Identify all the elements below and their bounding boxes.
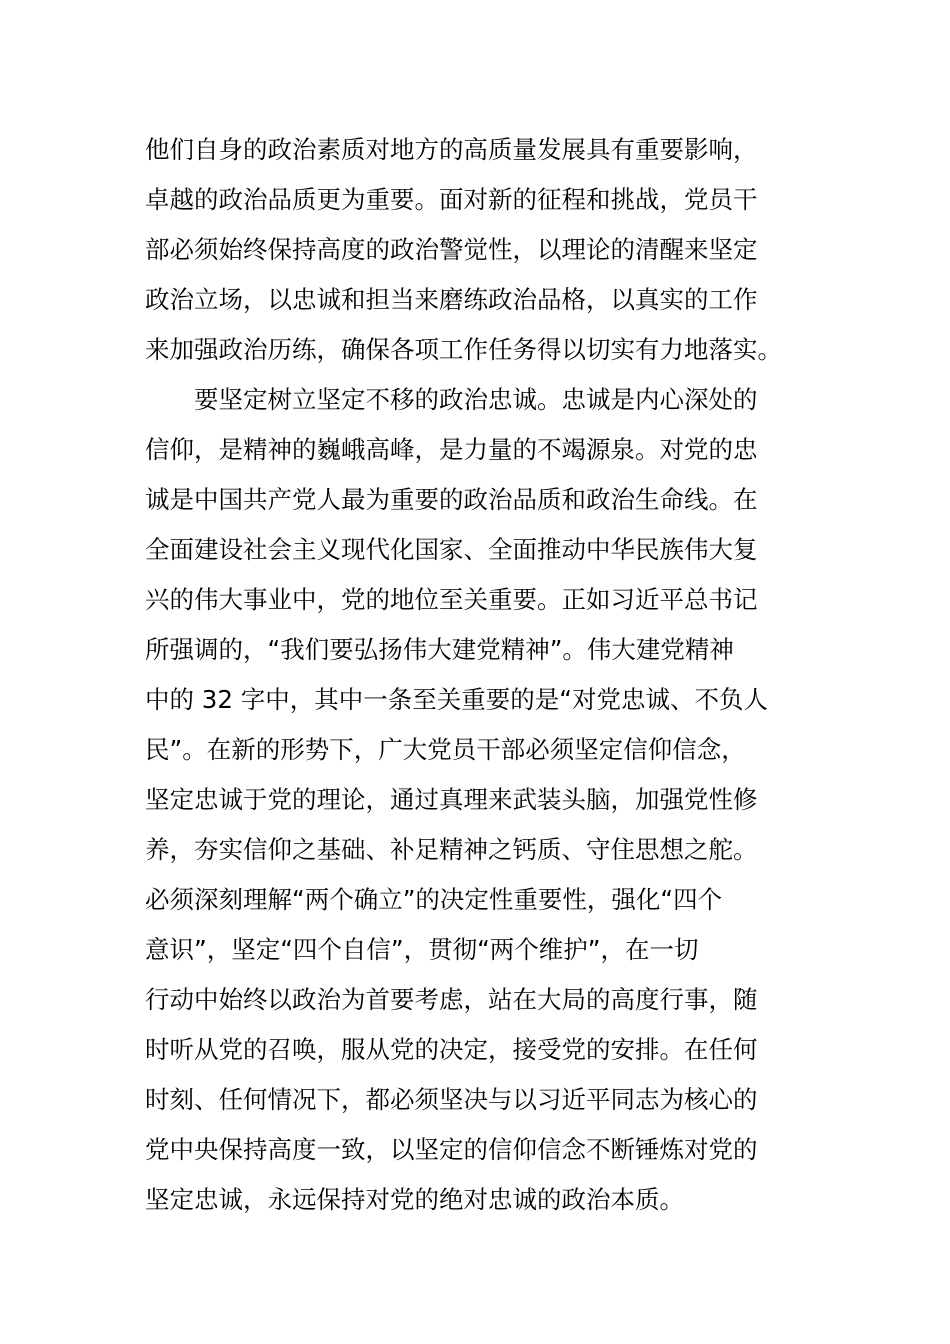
text-line: 政治立场，以忠诚和担当来磨练政治品格，以真实的工作 [145, 285, 758, 314]
text-line: 他们自身的政治素质对地方的高质量发展具有重要影响， [145, 135, 758, 164]
text-line: 党中央保持高度一致，以坚定的信仰信念不断锤炼对党的 [145, 1135, 758, 1164]
text-line: 行动中始终以政治为首要考虑，站在大局的高度行事，随 [145, 985, 758, 1014]
text-line: 必须深刻理解“两个确立”的决定性重要性，强化“四个 [145, 885, 723, 914]
text-line: 信仰，是精神的巍峨高峰，是力量的不竭源泉。对党的忠 [145, 435, 758, 464]
text-line: 中的 32 字中，其中一条至关重要的是“对党忠诚、不负人 [145, 685, 768, 714]
paragraph-first-line: 要坚定树立坚定不移的政治忠诚。忠诚是内心深处的 [194, 385, 758, 414]
text-line: 坚定忠诚，永远保持对党的绝对忠诚的政治本质。 [145, 1185, 684, 1214]
text-line: 时刻、任何情况下，都必须坚决与以习近平同志为核心的 [145, 1085, 758, 1114]
text-line: 时听从党的召唤，服从党的决定，接受党的安排。在任何 [145, 1035, 758, 1064]
text-line: 全面建设社会主义现代化国家、全面推动中华民族伟大复 [145, 535, 758, 564]
text-line: 养，夯实信仰之基础、补足精神之钙质、守住思想之舵。 [145, 835, 758, 864]
text-line: 坚定忠诚于党的理论，通过真理来武装头脑，加强党性修 [145, 785, 758, 814]
text-line: 来加强政治历练，确保各项工作任务得以切实有力地落实。 [145, 335, 782, 364]
text-line: 兴的伟大事业中，党的地位至关重要。正如习近平总书记 [145, 585, 758, 614]
body-text [145, 125, 810, 1225]
text-line: 部必须始终保持高度的政治警觉性，以理论的清醒来坚定 [145, 235, 758, 264]
text-line: 诚是中国共产党人最为重要的政治品质和政治生命线。在 [145, 485, 758, 514]
text-line: 所强调的，“我们要弘扬伟大建党精神”。伟大建党精神 [145, 635, 734, 664]
text-line: 卓越的政治品质更为重要。面对新的征程和挑战，党员干 [145, 185, 758, 214]
text-line: 民”。在新的形势下，广大党员干部必须坚定信仰信念， [145, 735, 746, 764]
text-line: 意识”，坚定“四个自信”，贯彻“两个维护”，在一切 [145, 935, 699, 964]
